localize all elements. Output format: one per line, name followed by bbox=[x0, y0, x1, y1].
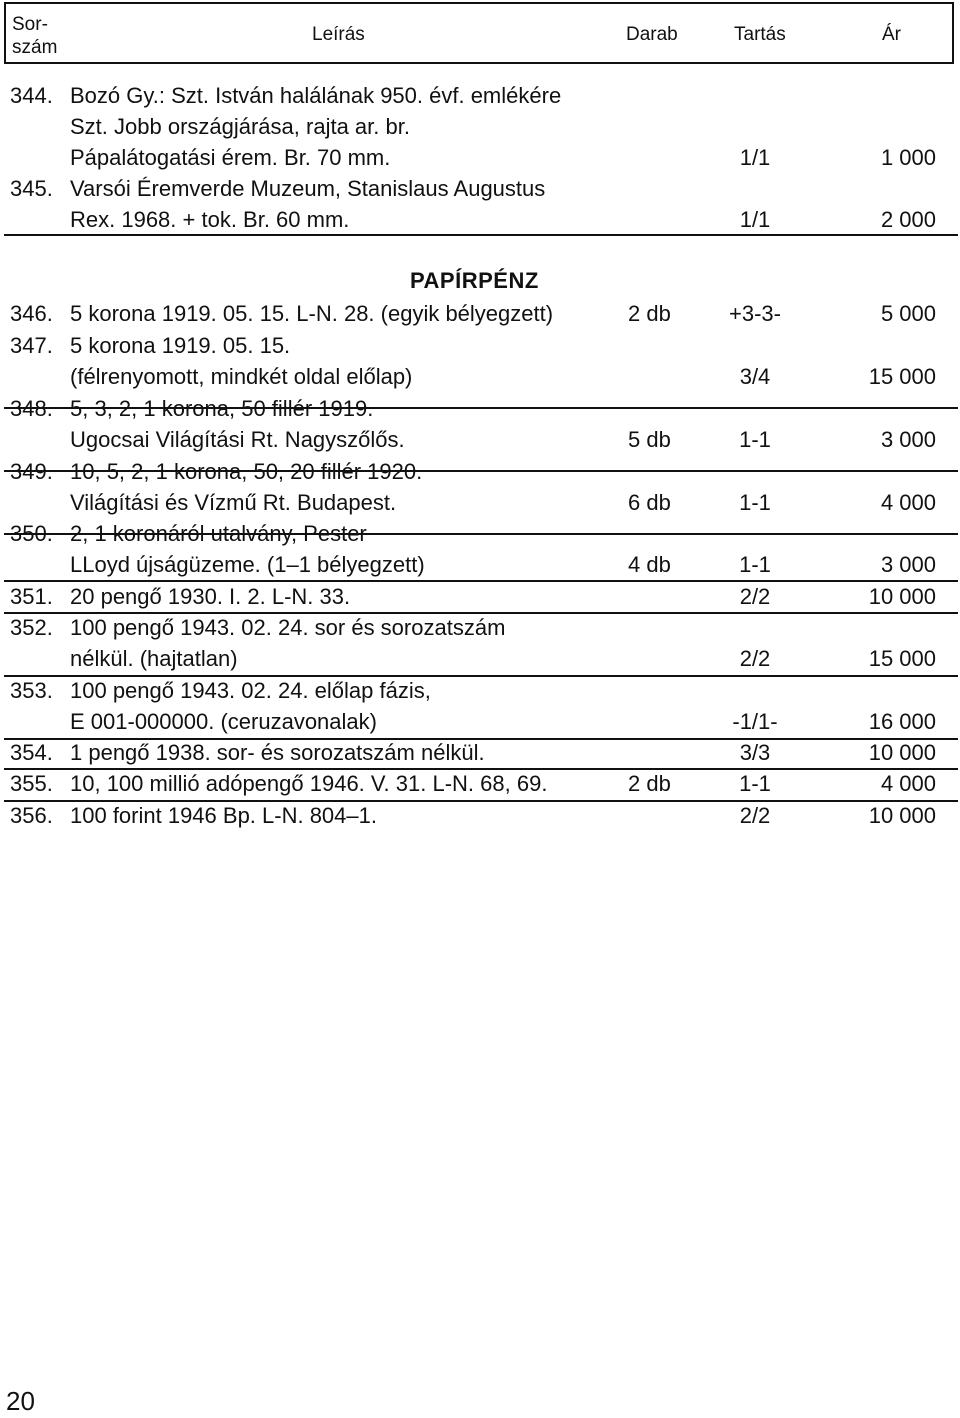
entry-ar: 15 000 bbox=[868, 646, 936, 671]
catalog-line bbox=[0, 204, 960, 235]
entry-desc: 10, 5, 2, 1 korona, 50, 20 fillér 1920. bbox=[70, 459, 423, 484]
catalog-line bbox=[0, 424, 960, 455]
header-darab: Darab bbox=[626, 24, 678, 45]
entry-num: 353. bbox=[10, 678, 53, 703]
catalog-line bbox=[0, 173, 960, 204]
catalog-line bbox=[0, 768, 960, 799]
entry-tartas: 1-1 bbox=[739, 427, 771, 452]
row-divider bbox=[4, 675, 958, 677]
entry-ar: 3 000 bbox=[880, 427, 936, 452]
entry-num: 347. bbox=[10, 333, 53, 358]
entry-tartas: 1-1 bbox=[739, 771, 771, 796]
entry-desc: Varsói Éremverde Muzeum, Stanislaus Augustus bbox=[70, 176, 546, 201]
catalog-line bbox=[0, 675, 960, 706]
catalog-line bbox=[0, 298, 960, 329]
catalog-line bbox=[0, 330, 960, 361]
entry-desc: Világítási és Vízmű Rt. Budapest. bbox=[70, 490, 397, 515]
entry-ar: 5 000 bbox=[880, 301, 936, 326]
entry-desc: 100 pengő 1943. 02. 24. sor és sorozatszám bbox=[70, 615, 506, 640]
entry-ar: 10 000 bbox=[868, 740, 936, 765]
entry-num: 351. bbox=[10, 584, 53, 609]
header-sorszam-line2: szám bbox=[12, 37, 58, 58]
row-divider bbox=[4, 738, 958, 740]
entry-desc: 10, 100 millió adópengő 1946. V. 31. L-N. 68, 69. bbox=[70, 771, 548, 796]
header-sorszam-line1: Sor- bbox=[12, 14, 48, 35]
entry-desc: Szt. Jobb országjárása, rajta ar. br. bbox=[70, 114, 410, 139]
header-ar: Ár bbox=[882, 24, 901, 45]
entry-num: 354. bbox=[10, 740, 53, 765]
entry-desc: (félrenyomott, mindkét oldal előlap) bbox=[70, 364, 413, 389]
entry-desc: E 001-000000. (ceruzavonalak) bbox=[70, 709, 377, 734]
catalog-line bbox=[0, 111, 960, 142]
catalog-line bbox=[0, 800, 960, 831]
entry-tartas: 1-1 bbox=[739, 490, 771, 515]
catalog-line bbox=[0, 142, 960, 173]
catalog-line bbox=[0, 612, 960, 643]
entry-darab: 6 db bbox=[628, 490, 671, 515]
entry-ar: 2 000 bbox=[880, 207, 936, 232]
entry-tartas: 1/1 bbox=[739, 145, 771, 170]
entry-desc: 1 pengő 1938. sor- és sorozatszám nélkül. bbox=[70, 740, 485, 765]
entry-desc: Ugocsai Világítási Rt. Nagyszőlős. bbox=[70, 427, 405, 452]
row-divider bbox=[4, 800, 958, 802]
section-title: PAPÍRPÉNZ bbox=[410, 268, 539, 293]
catalog-line bbox=[0, 487, 960, 518]
entry-desc: nélkül. (hajtatlan) bbox=[70, 646, 238, 671]
entry-desc: Rex. 1968. + tok. Br. 60 mm. bbox=[70, 207, 350, 232]
entry-desc: 100 forint 1946 Bp. L-N. 804–1. bbox=[70, 803, 377, 828]
page-number: 20 bbox=[6, 1386, 35, 1416]
entry-num: 356. bbox=[10, 803, 53, 828]
entry-tartas: +3-3- bbox=[729, 301, 781, 326]
row-divider bbox=[4, 234, 958, 236]
entry-desc: 20 pengő 1930. I. 2. L-N. 33. bbox=[70, 584, 351, 609]
entry-darab: 2 db bbox=[628, 301, 671, 326]
entry-desc: 5, 3, 2, 1 korona, 50 fillér 1919. bbox=[70, 396, 374, 421]
entry-desc: 2, 1 koronáról utalvány, Pester bbox=[70, 521, 367, 546]
header-leiras: Leírás bbox=[312, 24, 365, 45]
entry-ar: 4 000 bbox=[880, 490, 936, 515]
row-divider bbox=[4, 470, 958, 472]
entry-tartas: 1/1 bbox=[739, 207, 771, 232]
entry-darab: 4 db bbox=[628, 552, 671, 577]
catalog-line bbox=[0, 643, 960, 674]
entry-desc: 5 korona 1919. 05. 15. bbox=[70, 333, 291, 358]
entry-num: 349. bbox=[10, 459, 53, 484]
entry-num: 345. bbox=[10, 176, 53, 201]
entry-tartas: 2/2 bbox=[739, 803, 771, 828]
header-tartas: Tartás bbox=[734, 24, 786, 45]
entry-ar: 3 000 bbox=[880, 552, 936, 577]
entry-ar: 4 000 bbox=[880, 771, 936, 796]
entry-num: 346. bbox=[10, 301, 53, 326]
entry-tartas: -1/1- bbox=[732, 709, 778, 734]
entry-darab: 2 db bbox=[628, 771, 671, 796]
entry-desc: LLoyd újságüzeme. (1–1 bélyegzett) bbox=[70, 552, 425, 577]
entry-ar: 15 000 bbox=[868, 364, 936, 389]
catalog-line bbox=[0, 706, 960, 737]
catalog-line bbox=[0, 581, 960, 612]
entry-tartas: 1-1 bbox=[739, 552, 771, 577]
row-divider bbox=[4, 768, 958, 770]
entry-num: 355. bbox=[10, 771, 53, 796]
entry-desc: Bozó Gy.: Szt. István halálának 950. évf. emlékére bbox=[70, 83, 562, 108]
catalog-line bbox=[0, 549, 960, 580]
catalog-line bbox=[0, 361, 960, 392]
row-divider bbox=[4, 533, 958, 535]
entry-desc: 5 korona 1919. 05. 15. L-N. 28. (egyik bélyegzett) bbox=[70, 301, 554, 326]
entry-num: 350. bbox=[10, 521, 53, 546]
entry-tartas: 2/2 bbox=[739, 584, 771, 609]
entry-tartas: 3/4 bbox=[739, 364, 771, 389]
entry-num: 348. bbox=[10, 396, 53, 421]
catalog-line bbox=[0, 80, 960, 111]
table-header bbox=[4, 2, 954, 64]
entry-ar: 1 000 bbox=[880, 145, 936, 170]
entry-num: 344. bbox=[10, 83, 53, 108]
row-divider bbox=[4, 612, 958, 614]
row-divider bbox=[4, 580, 958, 582]
entry-num: 352. bbox=[10, 615, 53, 640]
catalog-line bbox=[0, 737, 960, 768]
entry-ar: 16 000 bbox=[868, 709, 936, 734]
entry-desc: Pápalátogatási érem. Br. 70 mm. bbox=[70, 145, 391, 170]
row-divider bbox=[4, 407, 958, 409]
entry-tartas: 3/3 bbox=[739, 740, 771, 765]
entry-ar: 10 000 bbox=[868, 803, 936, 828]
entry-darab: 5 db bbox=[628, 427, 671, 452]
entry-ar: 10 000 bbox=[868, 584, 936, 609]
entry-desc: 100 pengő 1943. 02. 24. előlap fázis, bbox=[70, 678, 431, 703]
entry-tartas: 2/2 bbox=[739, 646, 771, 671]
